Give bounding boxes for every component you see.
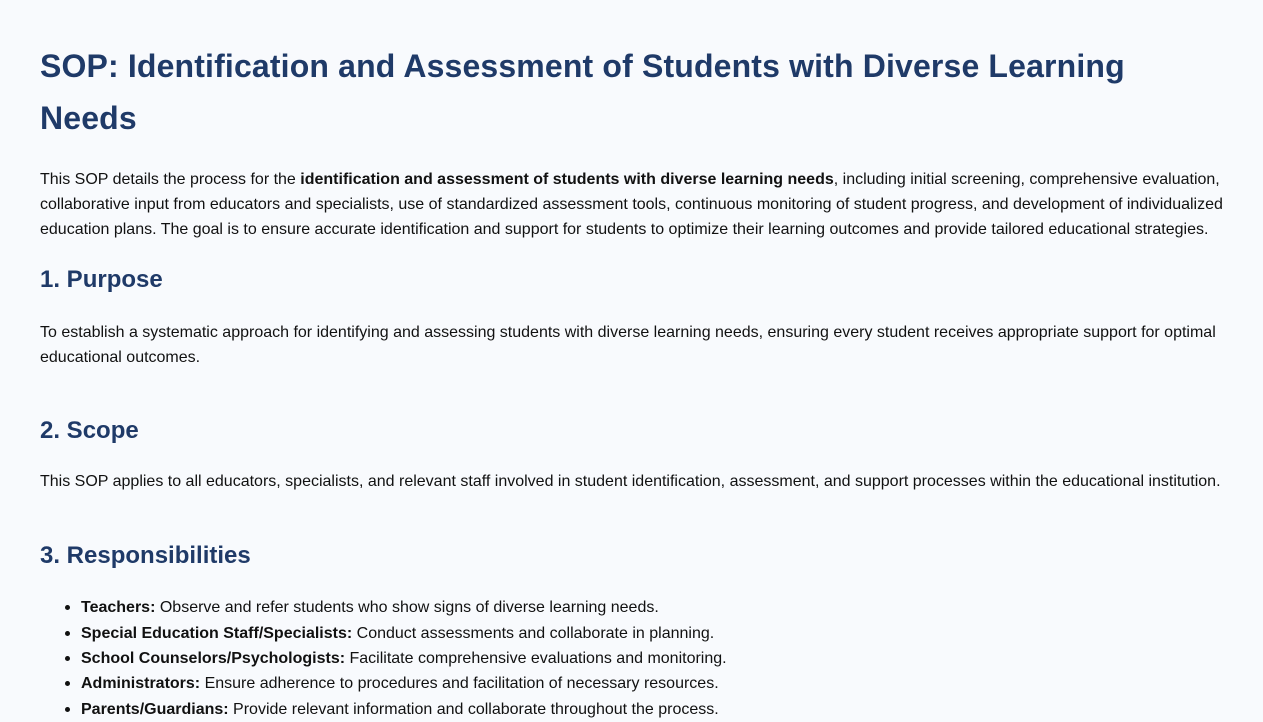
- role-label: Parents/Guardians:: [81, 700, 229, 718]
- role-label: Teachers:: [81, 599, 156, 617]
- role-description: Observe and refer students who show signs of diverse learning needs.: [155, 599, 659, 617]
- scope-body: This SOP applies to all educators, specialists, and relevant staff involved in student identification, assessment, and support processes within the educational institution.: [40, 473, 1221, 491]
- bullet-icon: [65, 605, 70, 610]
- role-description: Conduct assessments and collaborate in planning.: [352, 624, 715, 642]
- intro-suffix: , including initial screening, comprehensive evaluation, collaborative input from educators and specialists, use of standardized assessment tools, continuous monitoring of student progress, and development of individualized education plans. The goal is to ensure accurate identification and support for students to optimize their learning outcomes and provide tailored educational strategies.: [40, 171, 1223, 239]
- page-title: SOP: Identification and Assessment of Students with Diverse Learning Needs: [40, 48, 1125, 136]
- role-label: School Counselors/Psychologists:: [81, 650, 346, 668]
- purpose-body: To establish a systematic approach for identifying and assessing students with diverse learning needs, ensuring every student receives appropriate support for optimal educational outcomes.: [40, 323, 1216, 366]
- bullet-icon: [65, 707, 70, 712]
- responsibilities-heading: 3. Responsibilities: [40, 542, 251, 570]
- list-item: [80, 697, 1223, 722]
- list-item: [80, 621, 1223, 646]
- intro-bold-phrase: identification and assessment of students with diverse learning needs: [300, 171, 834, 188]
- intro-paragraph: [40, 167, 1223, 243]
- list-item: [80, 671, 1223, 696]
- scope-heading: 2. Scope: [40, 417, 139, 445]
- role-description: Provide relevant information and collaborate throughout the process.: [228, 700, 719, 718]
- role-description: Facilitate comprehensive evaluations and monitoring.: [345, 650, 727, 668]
- responsibilities-list: [40, 595, 1223, 722]
- list-item: [80, 595, 1223, 620]
- bullet-icon: [65, 631, 70, 636]
- bullet-icon: [65, 681, 70, 686]
- bullet-icon: [65, 656, 70, 661]
- purpose-heading: 1. Purpose: [40, 265, 163, 293]
- role-label: Administrators:: [81, 675, 201, 693]
- role-label: Special Education Staff/Specialists:: [81, 624, 353, 642]
- list-item: [80, 646, 1223, 671]
- intro-prefix: This SOP details the process for the: [40, 171, 301, 188]
- role-description: Ensure adherence to procedures and facilitation of necessary resources.: [200, 675, 719, 693]
